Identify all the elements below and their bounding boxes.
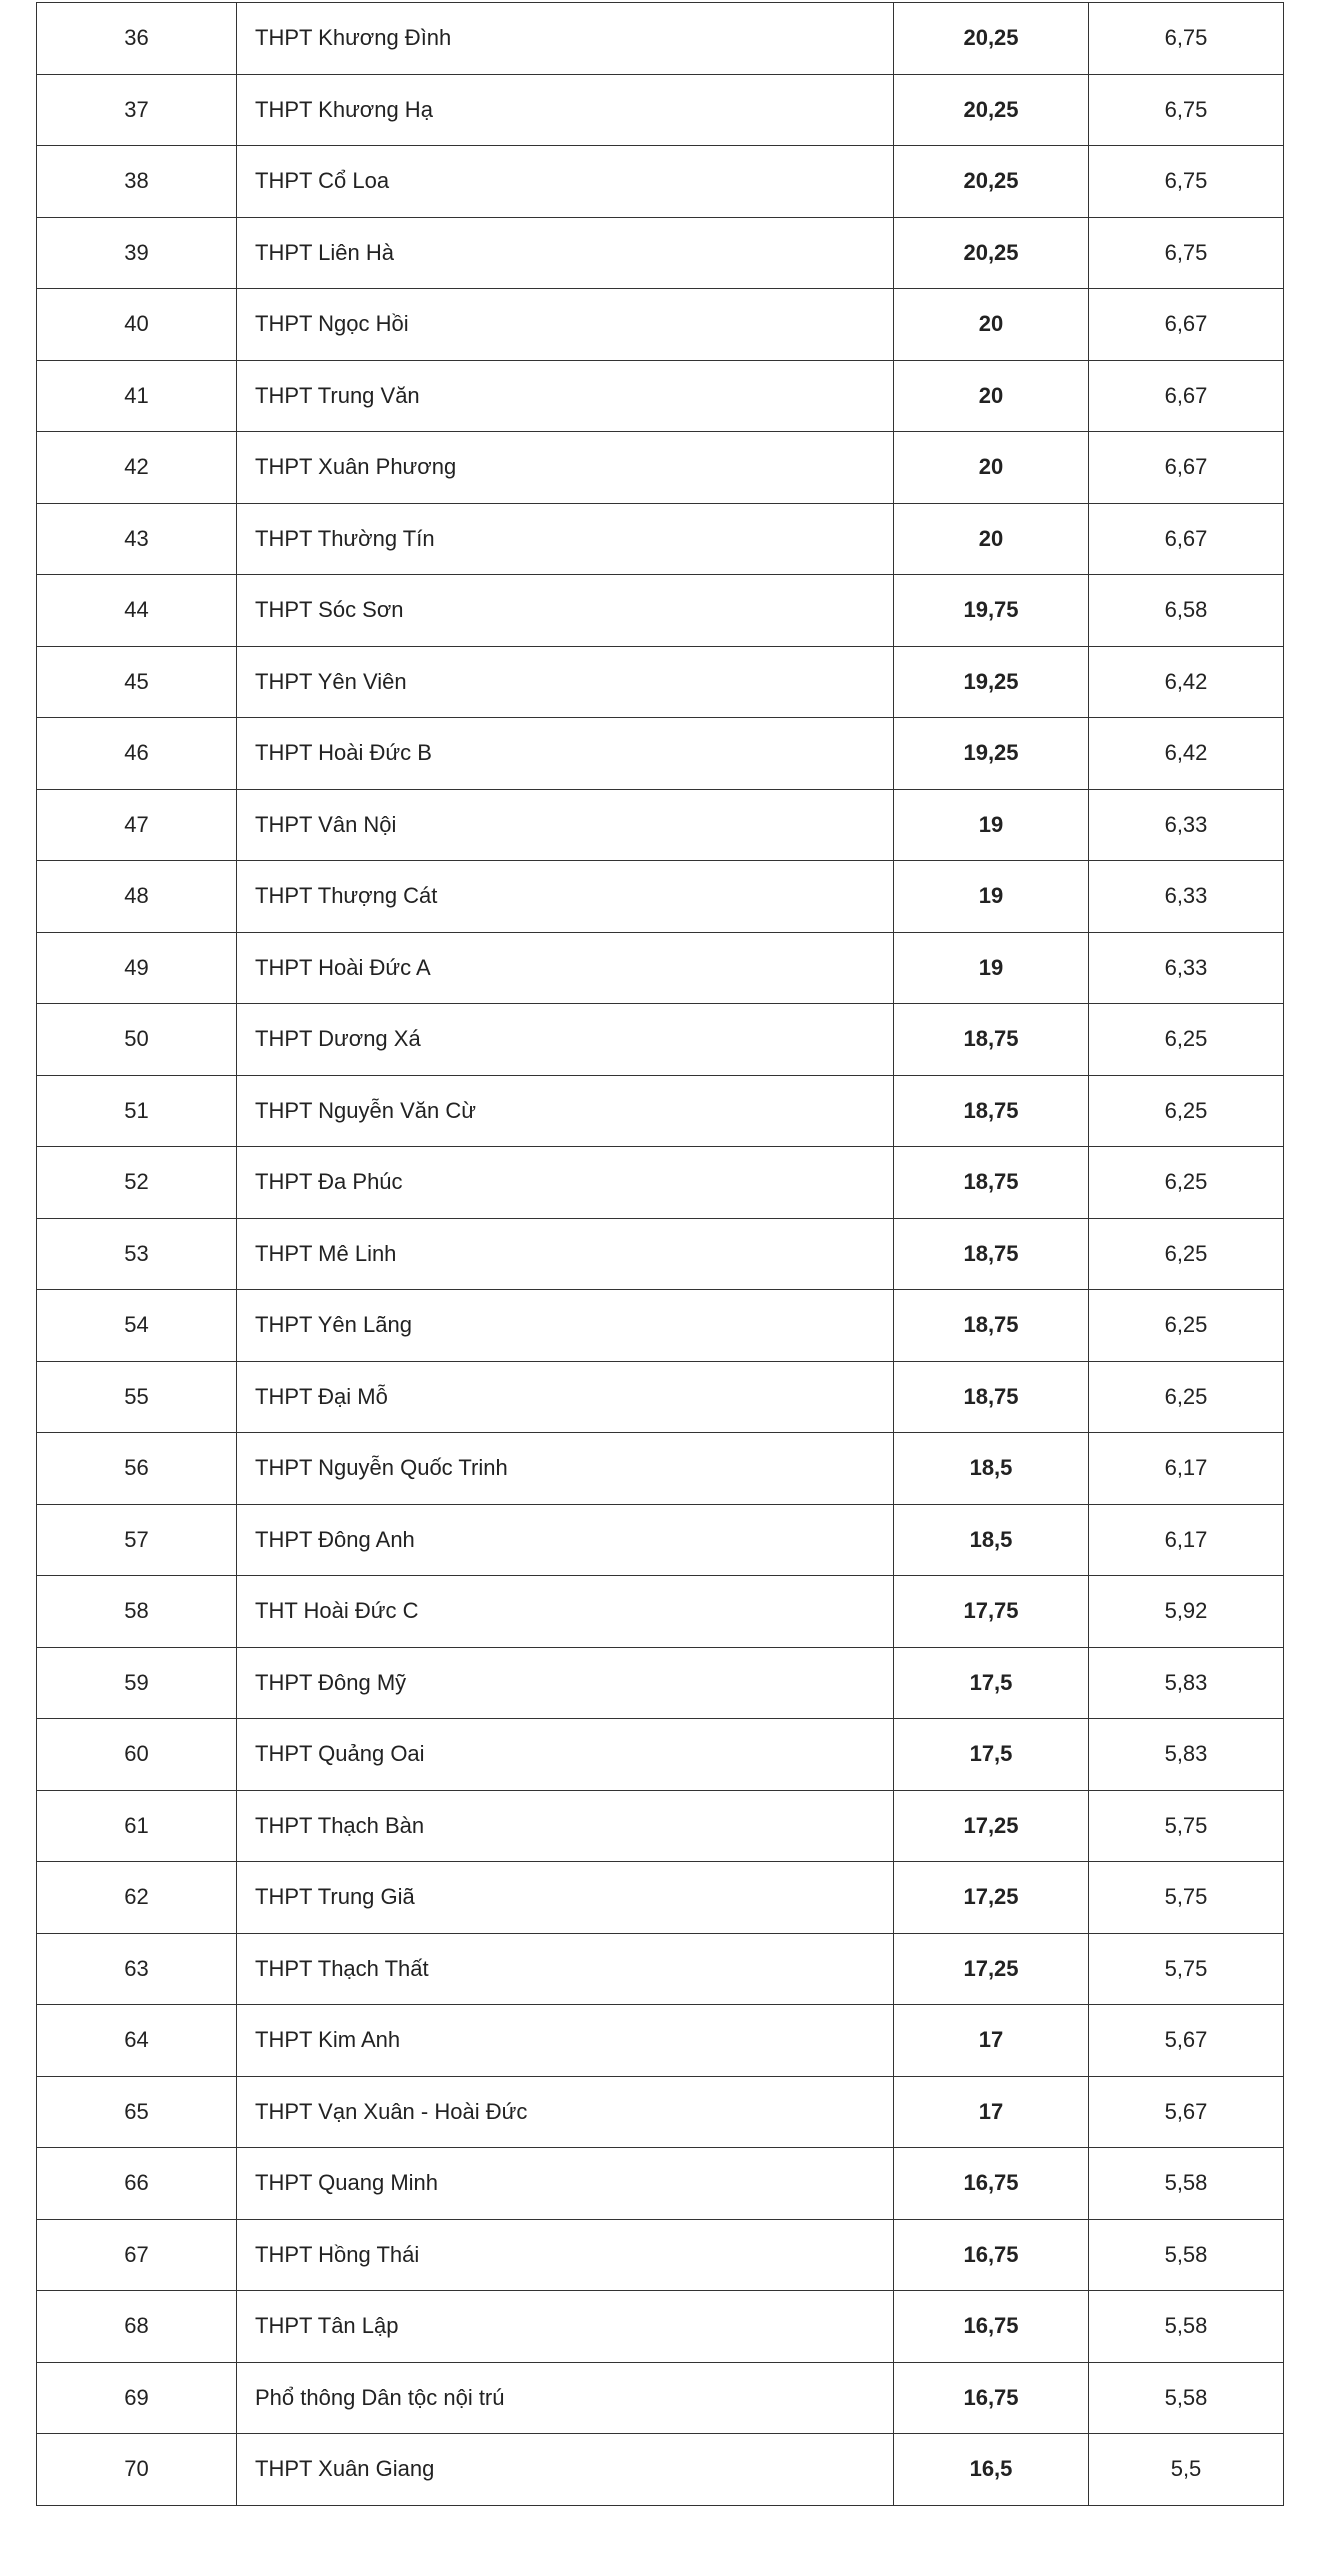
table-row <box>37 289 1284 361</box>
school-name-cell: THPT Nguyễn Quốc Trinh <box>237 1433 894 1505</box>
school-name-cell: THPT Dương Xá <box>237 1004 894 1076</box>
row-number-cell: 65 <box>37 2076 237 2148</box>
school-name-cell: THPT Yên Viên <box>237 646 894 718</box>
row-number-cell: 42 <box>37 432 237 504</box>
cutoff-score-cell: 18,5 <box>894 1433 1089 1505</box>
school-name-cell: THPT Yên Lãng <box>237 1290 894 1362</box>
cutoff-score-cell: 18,75 <box>894 1004 1089 1076</box>
school-name-cell: THPT Quảng Oai <box>237 1719 894 1791</box>
school-name-cell: THPT Đông Anh <box>237 1504 894 1576</box>
row-number-cell: 66 <box>37 2148 237 2220</box>
row-number-cell: 50 <box>37 1004 237 1076</box>
average-score-cell: 6,67 <box>1089 289 1284 361</box>
school-name-cell: THPT Xuân Phương <box>237 432 894 504</box>
table-row <box>37 718 1284 790</box>
table-row <box>37 3 1284 75</box>
average-score-cell: 5,83 <box>1089 1647 1284 1719</box>
table-row <box>37 1862 1284 1934</box>
school-name-cell: THPT Xuân Giang <box>237 2434 894 2506</box>
table-row <box>37 2005 1284 2077</box>
school-name-cell: THPT Đông Mỹ <box>237 1647 894 1719</box>
row-number-cell: 49 <box>37 932 237 1004</box>
average-score-cell: 6,67 <box>1089 432 1284 504</box>
row-number-cell: 44 <box>37 575 237 647</box>
cutoff-score-cell: 19 <box>894 932 1089 1004</box>
table-row <box>37 575 1284 647</box>
average-score-cell: 5,67 <box>1089 2076 1284 2148</box>
table-row <box>37 932 1284 1004</box>
school-name-cell: THPT Hoài Đức A <box>237 932 894 1004</box>
school-name-cell: THPT Khương Đình <box>237 3 894 75</box>
table-row <box>37 1504 1284 1576</box>
table-row <box>37 1719 1284 1791</box>
row-number-cell: 46 <box>37 718 237 790</box>
row-number-cell: 45 <box>37 646 237 718</box>
average-score-cell: 5,75 <box>1089 1790 1284 1862</box>
table-row <box>37 1433 1284 1505</box>
table-row <box>37 2076 1284 2148</box>
row-number-cell: 52 <box>37 1147 237 1219</box>
average-score-cell: 6,33 <box>1089 932 1284 1004</box>
school-name-cell: THPT Thạch Bàn <box>237 1790 894 1862</box>
cutoff-score-cell: 19,25 <box>894 718 1089 790</box>
average-score-cell: 6,33 <box>1089 789 1284 861</box>
average-score-cell: 5,83 <box>1089 1719 1284 1791</box>
school-name-cell: THPT Thượng Cát <box>237 861 894 933</box>
cutoff-score-cell: 19 <box>894 789 1089 861</box>
school-name-cell: THPT Cổ Loa <box>237 146 894 218</box>
school-name-cell: THPT Thường Tín <box>237 503 894 575</box>
average-score-cell: 5,58 <box>1089 2291 1284 2363</box>
school-name-cell: THPT Khương Hạ <box>237 74 894 146</box>
table-row <box>37 1576 1284 1648</box>
average-score-cell: 6,75 <box>1089 3 1284 75</box>
average-score-cell: 6,33 <box>1089 861 1284 933</box>
cutoff-score-cell: 17,5 <box>894 1719 1089 1791</box>
cutoff-score-cell: 16,5 <box>894 2434 1089 2506</box>
cutoff-score-cell: 20 <box>894 289 1089 361</box>
school-name-cell: THPT Quang Minh <box>237 2148 894 2220</box>
table-row <box>37 360 1284 432</box>
cutoff-score-cell: 17,25 <box>894 1862 1089 1934</box>
cutoff-score-cell: 20 <box>894 432 1089 504</box>
cutoff-score-cell: 17 <box>894 2076 1089 2148</box>
school-name-cell: THPT Trung Văn <box>237 360 894 432</box>
average-score-cell: 6,75 <box>1089 217 1284 289</box>
row-number-cell: 70 <box>37 2434 237 2506</box>
school-name-cell: THPT Sóc Sơn <box>237 575 894 647</box>
table-row <box>37 1004 1284 1076</box>
table-row <box>37 74 1284 146</box>
row-number-cell: 55 <box>37 1361 237 1433</box>
school-name-cell: THT Hoài Đức C <box>237 1576 894 1648</box>
row-number-cell: 67 <box>37 2219 237 2291</box>
average-score-cell: 6,25 <box>1089 1218 1284 1290</box>
row-number-cell: 37 <box>37 74 237 146</box>
table-row <box>37 2434 1284 2506</box>
cutoff-score-cell: 17,5 <box>894 1647 1089 1719</box>
school-name-cell: THPT Liên Hà <box>237 217 894 289</box>
average-score-cell: 6,42 <box>1089 646 1284 718</box>
average-score-cell: 6,17 <box>1089 1504 1284 1576</box>
school-name-cell: THPT Vạn Xuân - Hoài Đức <box>237 2076 894 2148</box>
school-name-cell: THPT Mê Linh <box>237 1218 894 1290</box>
average-score-cell: 6,25 <box>1089 1361 1284 1433</box>
row-number-cell: 47 <box>37 789 237 861</box>
average-score-cell: 5,75 <box>1089 1933 1284 2005</box>
row-number-cell: 40 <box>37 289 237 361</box>
cutoff-score-cell: 17,25 <box>894 1933 1089 2005</box>
school-name-cell: THPT Ngọc Hồi <box>237 289 894 361</box>
school-name-cell: THPT Thạch Thất <box>237 1933 894 2005</box>
cutoff-score-cell: 20,25 <box>894 3 1089 75</box>
cutoff-score-cell: 18,75 <box>894 1361 1089 1433</box>
cutoff-score-cell: 19 <box>894 861 1089 933</box>
cutoff-score-cell: 20 <box>894 360 1089 432</box>
cutoff-score-cell: 16,75 <box>894 2219 1089 2291</box>
row-number-cell: 41 <box>37 360 237 432</box>
row-number-cell: 59 <box>37 1647 237 1719</box>
cutoff-score-cell: 18,75 <box>894 1075 1089 1147</box>
table-row <box>37 1933 1284 2005</box>
row-number-cell: 39 <box>37 217 237 289</box>
row-number-cell: 51 <box>37 1075 237 1147</box>
cutoff-score-cell: 18,5 <box>894 1504 1089 1576</box>
table-row <box>37 503 1284 575</box>
school-name-cell: THPT Đại Mỗ <box>237 1361 894 1433</box>
cutoff-score-cell: 17,75 <box>894 1576 1089 1648</box>
average-score-cell: 6,25 <box>1089 1147 1284 1219</box>
table-row <box>37 1790 1284 1862</box>
cutoff-score-cell: 18,75 <box>894 1147 1089 1219</box>
average-score-cell: 6,58 <box>1089 575 1284 647</box>
average-score-cell: 5,67 <box>1089 2005 1284 2077</box>
row-number-cell: 48 <box>37 861 237 933</box>
average-score-cell: 6,17 <box>1089 1433 1284 1505</box>
row-number-cell: 61 <box>37 1790 237 1862</box>
table-row <box>37 789 1284 861</box>
average-score-cell: 5,92 <box>1089 1576 1284 1648</box>
average-score-cell: 5,58 <box>1089 2219 1284 2291</box>
table-body <box>37 3 1284 2506</box>
average-score-cell: 5,5 <box>1089 2434 1284 2506</box>
average-score-cell: 5,58 <box>1089 2362 1284 2434</box>
school-name-cell: THPT Vân Nội <box>237 789 894 861</box>
row-number-cell: 69 <box>37 2362 237 2434</box>
table-row <box>37 1290 1284 1362</box>
cutoff-score-cell: 20,25 <box>894 217 1089 289</box>
row-number-cell: 68 <box>37 2291 237 2363</box>
average-score-cell: 6,67 <box>1089 503 1284 575</box>
school-name-cell: THPT Đa Phúc <box>237 1147 894 1219</box>
average-score-cell: 6,75 <box>1089 146 1284 218</box>
school-name-cell: THPT Trung Giã <box>237 1862 894 1934</box>
table-row <box>37 146 1284 218</box>
row-number-cell: 53 <box>37 1218 237 1290</box>
row-number-cell: 56 <box>37 1433 237 1505</box>
row-number-cell: 62 <box>37 1862 237 1934</box>
row-number-cell: 43 <box>37 503 237 575</box>
average-score-cell: 6,25 <box>1089 1290 1284 1362</box>
average-score-cell: 6,67 <box>1089 360 1284 432</box>
table-row <box>37 646 1284 718</box>
school-name-cell: THPT Tân Lập <box>237 2291 894 2363</box>
row-number-cell: 54 <box>37 1290 237 1362</box>
row-number-cell: 64 <box>37 2005 237 2077</box>
cutoff-score-cell: 17 <box>894 2005 1089 2077</box>
average-score-cell: 6,42 <box>1089 718 1284 790</box>
cutoff-score-cell: 20,25 <box>894 146 1089 218</box>
row-number-cell: 57 <box>37 1504 237 1576</box>
table-row <box>37 1147 1284 1219</box>
cutoff-score-cell: 19,25 <box>894 646 1089 718</box>
school-name-cell: THPT Hoài Đức B <box>237 718 894 790</box>
row-number-cell: 58 <box>37 1576 237 1648</box>
table-row <box>37 1361 1284 1433</box>
table-row <box>37 1075 1284 1147</box>
school-name-cell: THPT Nguyễn Văn Cừ <box>237 1075 894 1147</box>
row-number-cell: 38 <box>37 146 237 218</box>
cutoff-score-cell: 16,75 <box>894 2148 1089 2220</box>
cutoff-score-cell: 18,75 <box>894 1290 1089 1362</box>
row-number-cell: 60 <box>37 1719 237 1791</box>
cutoff-score-cell: 18,75 <box>894 1218 1089 1290</box>
row-number-cell: 63 <box>37 1933 237 2005</box>
row-number-cell: 36 <box>37 3 237 75</box>
table-row <box>37 217 1284 289</box>
average-score-cell: 6,75 <box>1089 74 1284 146</box>
school-name-cell: Phổ thông Dân tộc nội trú <box>237 2362 894 2434</box>
school-name-cell: THPT Kim Anh <box>237 2005 894 2077</box>
school-name-cell: THPT Hồng Thái <box>237 2219 894 2291</box>
table-row <box>37 2148 1284 2220</box>
table-row <box>37 1218 1284 1290</box>
cutoff-score-cell: 20 <box>894 503 1089 575</box>
cutoff-score-cell: 20,25 <box>894 74 1089 146</box>
table-row <box>37 861 1284 933</box>
average-score-cell: 6,25 <box>1089 1004 1284 1076</box>
table-row <box>37 432 1284 504</box>
table-row <box>37 2362 1284 2434</box>
score-table <box>36 2 1284 2506</box>
cutoff-score-cell: 17,25 <box>894 1790 1089 1862</box>
table-row <box>37 2219 1284 2291</box>
average-score-cell: 5,75 <box>1089 1862 1284 1934</box>
table-row <box>37 2291 1284 2363</box>
table-row <box>37 1647 1284 1719</box>
cutoff-score-cell: 19,75 <box>894 575 1089 647</box>
cutoff-score-cell: 16,75 <box>894 2362 1089 2434</box>
average-score-cell: 6,25 <box>1089 1075 1284 1147</box>
cutoff-score-cell: 16,75 <box>894 2291 1089 2363</box>
average-score-cell: 5,58 <box>1089 2148 1284 2220</box>
